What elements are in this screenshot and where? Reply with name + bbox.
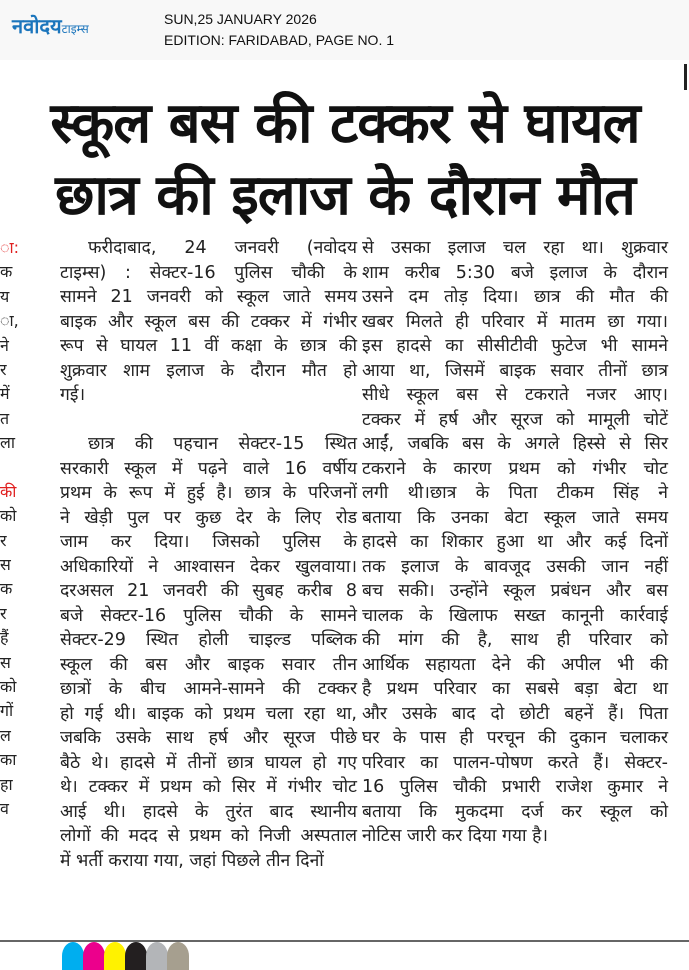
fragment-text: य bbox=[0, 286, 10, 306]
text-line: फरीदाबाद, 24 जनवरी (नवोदय bbox=[88, 238, 357, 258]
text-line: टाइम्स) : सेक्टर-16 पुलिस चौकी के bbox=[60, 262, 357, 283]
text-line: नोटिस जारी कर दिया गया है। bbox=[362, 826, 549, 846]
text-line: खबर मिलते ही परिवार में मातम छा गया। bbox=[362, 311, 668, 332]
text-line: बताया कि मुकदमा दर्ज कर स्कूल को bbox=[362, 801, 668, 822]
text-line: बैठे थे। हादसे में तीनों छात्र घायल हो गए bbox=[60, 752, 357, 773]
article-paragraph bbox=[60, 236, 357, 408]
fragment-text: त bbox=[0, 408, 10, 428]
text-line: इस हादसे का सीसीटीवी फुटेज भी सामने bbox=[362, 336, 668, 356]
article-column-2 bbox=[362, 236, 668, 873]
fragment-text: र bbox=[0, 359, 7, 379]
edition-page: EDITION: FARIDABAD, PAGE NO. 1 bbox=[164, 32, 395, 48]
registration-mark-dot bbox=[125, 942, 147, 970]
registration-marks bbox=[62, 942, 188, 970]
text-line: हादसे का शिकार हुआ था और कई दिनों bbox=[362, 532, 668, 552]
text-line: उसने दम तोड़ दिया। छात्र की मौत की bbox=[362, 287, 668, 307]
text-line: छात्र की पहचान सेक्टर-15 स्थित bbox=[88, 434, 357, 454]
text-line: चालक के खिलाफ सख्त कानूनी कार्रवाई bbox=[362, 605, 668, 626]
fragment-text: क bbox=[0, 579, 13, 599]
text-line: थे। टक्कर में प्रथम को सिर में गंभीर चोट bbox=[60, 777, 357, 797]
text-line: लोगों की मदद से प्रथम को निजी अस्पताल bbox=[60, 826, 357, 846]
fragment-text: ा, bbox=[0, 311, 19, 331]
headline-line: स्कूल बस की टक्कर से घायल bbox=[50, 91, 640, 156]
fragment-text: ला bbox=[0, 433, 15, 453]
text-line: 16 पुलिस चौकी प्रभारी राजेश कुमार ने bbox=[362, 777, 668, 797]
logo-sub: टाइम्स bbox=[61, 22, 89, 36]
headline bbox=[20, 88, 670, 232]
fragment-text: र bbox=[0, 603, 7, 623]
text-line: रूप से घायल 11 वीं कक्षा के छात्र की bbox=[60, 336, 357, 356]
fragment-text: ा: bbox=[0, 238, 20, 257]
fragment-text bbox=[0, 456, 14, 480]
text-line: प्रथम के रूप में हुई है। छात्र के परिजनों bbox=[60, 483, 357, 503]
text-line: स्कूल की बस और बाइक सवार तीन bbox=[60, 654, 357, 675]
text-line: तक इलाज के बावजूद उसकी जान नहीं bbox=[362, 556, 668, 577]
fragment-text: स bbox=[0, 555, 11, 575]
text-line: आईं, जबकि बस के अगले हिस्से से सिर bbox=[362, 434, 668, 454]
text-line: हो गई थी। बाइक को प्रथम चला रहा था, bbox=[60, 703, 357, 724]
text-line: आर्थिक सहायता देने की अपील भी की bbox=[362, 654, 668, 675]
edition-info bbox=[164, 9, 394, 51]
text-line: शुक्रवार शाम इलाज के दौरान मौत हो bbox=[60, 360, 357, 381]
logo-main: नवोदय bbox=[12, 14, 62, 38]
text-line: टकराने के कारण प्रथम को गंभीर चोट bbox=[362, 458, 668, 479]
fragment-text: को bbox=[0, 506, 17, 526]
text-line: टक्कर में हर्ष और सूरज को मामूली चोटें bbox=[362, 409, 668, 430]
fragment-text: क bbox=[0, 262, 13, 282]
text-line: दरअसल 21 जनवरी की सुबह करीब 8 bbox=[60, 581, 357, 601]
fragment-text: की bbox=[0, 481, 17, 501]
text-line: बजे सेक्टर-16 पुलिस चौकी के सामने bbox=[60, 605, 357, 626]
text-line: में भर्ती कराया गया, जहां पिछले तीन दिनों bbox=[60, 850, 324, 871]
headline-line: छात्र की इलाज के दौरान मौत bbox=[55, 163, 635, 228]
fragment-text: हा bbox=[0, 774, 13, 794]
column-rule bbox=[684, 64, 687, 90]
fragment-text: स bbox=[0, 652, 11, 672]
text-line: सीधे स्कूल बस से टकराते नजर आए। bbox=[362, 385, 668, 405]
text-line: जाम कर दिया। जिसको पुलिस के bbox=[60, 532, 357, 552]
adjacent-article-fragment bbox=[0, 236, 20, 821]
registration-mark-dot bbox=[167, 942, 189, 970]
registration-mark-dot bbox=[146, 942, 168, 970]
registration-mark-dot bbox=[62, 942, 84, 970]
fragment-text: का bbox=[0, 750, 17, 770]
fragment-text: र bbox=[0, 530, 7, 550]
issue-date: SUN,25 JANUARY 2026 bbox=[164, 11, 317, 27]
fragment-text: को bbox=[0, 677, 17, 697]
text-line: गई। bbox=[60, 385, 86, 405]
text-line: सेक्टर-29 स्थित होली चाइल्ड पब्लिक bbox=[60, 630, 357, 650]
article-paragraph bbox=[60, 432, 357, 873]
text-line: है प्रथम परिवार का सबसे बड़ा बेटा था bbox=[362, 679, 668, 699]
text-line: की मांग की है, साथ ही परिवार को bbox=[362, 630, 668, 650]
fragment-text: में bbox=[0, 384, 10, 404]
text-line: बाइक और स्कूल बस की टक्कर में गंभीर bbox=[60, 311, 357, 332]
text-line: अधिकारियों ने आश्वासन देकर खुलवाया। bbox=[60, 556, 357, 577]
article-paragraph bbox=[362, 236, 668, 849]
registration-mark-dot bbox=[83, 942, 105, 970]
text-line: ने खेड़ी पुल पर कुछ देर के लिए रोड bbox=[60, 507, 357, 528]
text-line: सरकारी स्कूल में पढ़ने वाले 16 वर्षीय bbox=[60, 458, 357, 479]
text-line: से उसका इलाज चल रहा था। शुक्रवार bbox=[362, 238, 668, 258]
text-line: परिवार का पालन-पोषण करते हैं। सेक्टर- bbox=[362, 752, 668, 773]
newspaper-logo bbox=[12, 12, 89, 39]
text-line: शाम करीब 5:30 बजे इलाज के दौरान bbox=[362, 262, 668, 283]
text-line: छात्रों के बीच आमने-सामने की टक्कर bbox=[60, 679, 357, 699]
text-line: सामने 21 जनवरी को स्कूल जाते समय bbox=[60, 287, 357, 307]
article-column-1 bbox=[60, 236, 357, 898]
text-line: बच सकी। उन्होंने स्कूल प्रबंधन और बस bbox=[362, 581, 668, 601]
header-bar bbox=[0, 0, 689, 60]
fragment-text: गों bbox=[0, 701, 14, 721]
text-line: घर के पास ही परचून की दुकान चलाकर bbox=[362, 728, 668, 748]
fragment-text: व bbox=[0, 798, 9, 818]
text-line: जबकि उसके साथ हर्ष और सूरज पीछे bbox=[60, 728, 357, 748]
fragment-text: ने bbox=[0, 335, 9, 355]
registration-mark-dot bbox=[104, 942, 126, 970]
fragment-text: हैं bbox=[0, 628, 9, 648]
text-line: लगी थी।छात्र के पिता टीकम सिंह ने bbox=[362, 483, 668, 503]
text-line: आया था, जिसमें बाइक सवार तीनों छात्र bbox=[362, 360, 668, 381]
fragment-text: ल bbox=[0, 725, 11, 745]
text-line: आई थी। हादसे के तुरंत बाद स्थानीय bbox=[60, 801, 357, 822]
text-line: और उसके बाद दो छोटी बहनें हैं। पिता bbox=[362, 703, 668, 724]
text-line: बताया कि उनका बेटा स्कूल जाते समय bbox=[362, 507, 668, 528]
